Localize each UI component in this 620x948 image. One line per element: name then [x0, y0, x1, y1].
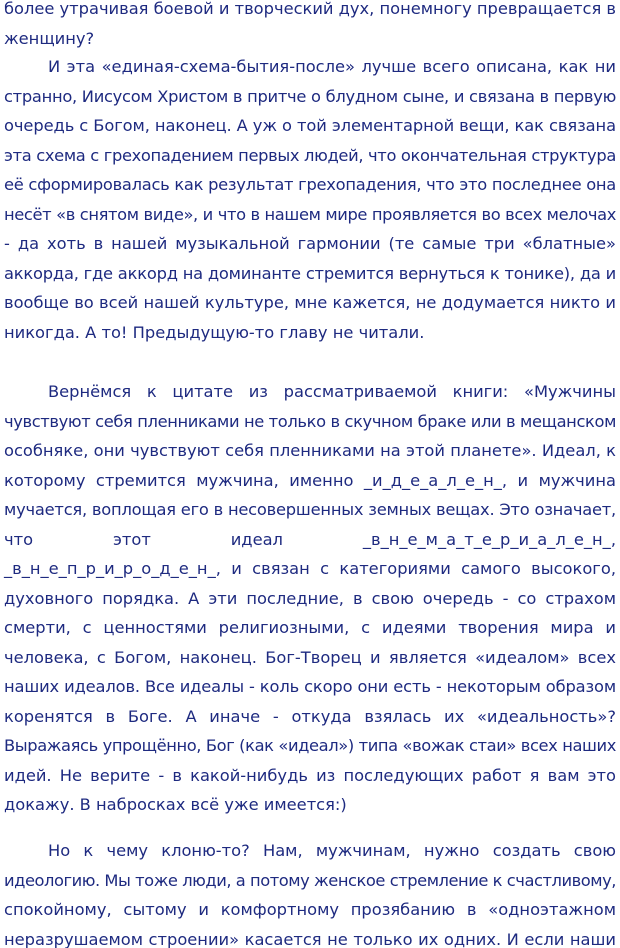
text-line: которому стремится мужчина, именно _и_д_е_а_л_е_н_, и мужчина	[4, 470, 616, 490]
text-line: докажу. В набросках всё уже имеется:)	[4, 795, 347, 814]
paragraph-3	[4, 377, 616, 820]
text-line: смерти, с ценностями религиозными, с идеями творения мира и	[4, 618, 616, 637]
text-line: её сформировалась как результат грехопадения, что это последнее она	[4, 175, 616, 194]
text-line: идеологию. Мы тоже люди, а потому женское стремление к счастливому,	[4, 870, 616, 890]
text-line: эта схема с грехопадением первых людей, что окончательная структура	[4, 145, 616, 165]
text-line: особняке, они чувствуют себя пленниками на этой планете». Идеал, к	[4, 441, 616, 460]
text-line: несёт «в снятом виде», и что в нашем мире проявляется во всех мелочах	[4, 204, 616, 224]
text-line: неразрушаемом строении» касается не только их одних. И если наши	[4, 929, 616, 948]
text-line: духовного порядка. А эти последние, в свою очередь - со страхом	[4, 588, 616, 608]
text-line: идей. Не верите - в какой-нибудь из последующих работ я вам это	[4, 765, 616, 785]
text-line: наших идеалов. Все идеалы - коль скоро они есть - некоторым образом	[4, 677, 616, 696]
text-line: Вернёмся к цитате из рассматриваемой книги: «Мужчины	[48, 382, 616, 401]
text-line: вообще во всей нашей культуре, мне кажется, не додумается никто и	[4, 293, 616, 312]
paragraph-1	[4, 0, 616, 53]
text-line: Выражаясь упрощённо, Бог (как «идеал») типа «вожак стаи» всех наших	[4, 736, 616, 755]
text-line: коренятся в Боге. А иначе - откуда взялась их «идеальность»?	[4, 706, 616, 726]
text-line: спокойному, сытому и комфортному прозябанию в «одноэтажном	[4, 900, 616, 919]
text-line: чувствуют себя пленниками не только в скучном браке или в мещанском	[4, 411, 616, 431]
text-line: Но к чему клоню-то? Нам, мужчинам, нужно создать свою	[48, 841, 616, 860]
text-line: аккорда, где аккорд на доминанте стремится вернуться к тонике), да и	[4, 263, 616, 283]
text-line: женщину?	[4, 28, 95, 48]
text-line: что этот идеал _в_н_е_м_а_т_е_р_и_а_л_е_н_,	[4, 529, 616, 549]
paragraph-4	[4, 836, 616, 948]
text-line: странно, Иисусом Христом в притче о блудном сыне, и связана в первую	[4, 86, 616, 106]
text-line: _в_н_е_п_р_и_р_о_д_е_н_, и связан с категориями самого высокого,	[4, 559, 616, 578]
text-line: мучается, воплощая его в несовершенных земных вещах. Это означает,	[4, 500, 616, 519]
text-line: никогда. А то! Предыдущую-то главу не читали.	[4, 322, 425, 342]
text-line: очередь с Богом, наконец. А уж о той элементарной вещи, как связана	[4, 116, 617, 135]
text-line: человека, с Богом, наконец. Бог-Творец и является «идеалом» всех	[4, 647, 616, 667]
text-line: более утрачивая боевой и творческий дух, понемногу превращается в	[4, 0, 616, 18]
text-line: И эта «единая-схема-бытия-после» лучше всего описана, как ни	[48, 57, 616, 76]
paragraph-2	[4, 52, 616, 347]
text-line: - да хоть в нашей музыкальной гармонии (те самые три «блатные»	[4, 234, 616, 253]
